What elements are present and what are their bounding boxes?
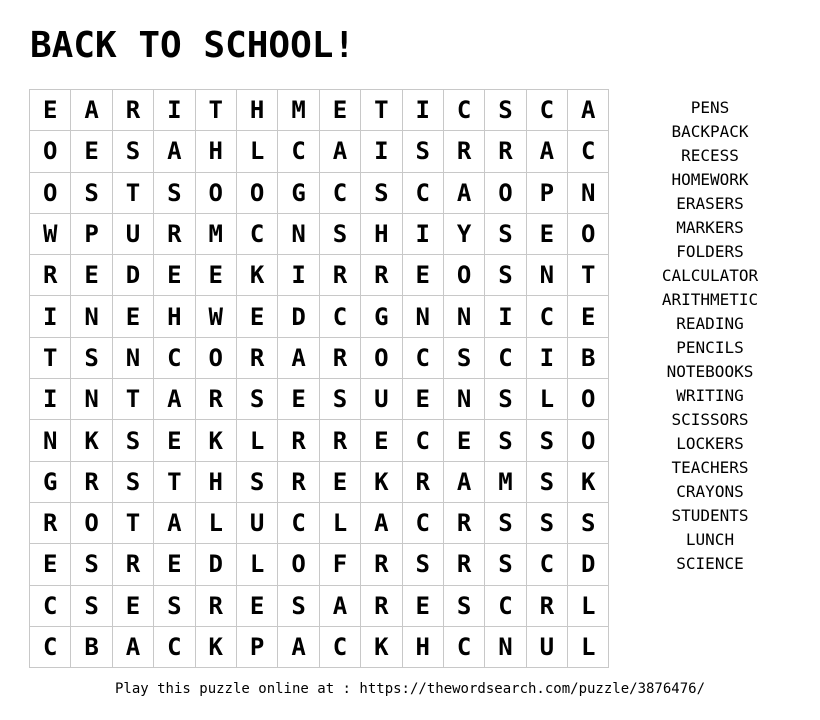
grid-cell[interactable]: O — [30, 131, 71, 172]
word-list-item: WRITING — [676, 386, 744, 405]
grid-cell[interactable]: E — [154, 544, 195, 585]
grid-cell[interactable]: S — [527, 503, 568, 544]
grid-cell[interactable]: E — [403, 255, 444, 296]
grid-cell[interactable]: S — [485, 544, 526, 585]
grid-cell[interactable]: R — [444, 131, 485, 172]
grid-cell[interactable]: A — [320, 586, 361, 627]
grid-cell[interactable]: I — [154, 90, 195, 131]
grid-cell[interactable]: E — [237, 296, 278, 337]
grid-cell[interactable]: E — [568, 296, 609, 337]
grid-cell[interactable]: R — [113, 90, 154, 131]
grid-cell[interactable]: M — [485, 462, 526, 503]
word-list-item: RECESS — [681, 146, 739, 165]
grid-cell[interactable]: T — [113, 173, 154, 214]
grid-cell[interactable]: S — [71, 586, 112, 627]
grid-cell[interactable]: S — [403, 131, 444, 172]
grid-cell[interactable]: C — [527, 544, 568, 585]
word-list-item: MARKERS — [676, 218, 744, 237]
grid-cell[interactable]: A — [113, 627, 154, 668]
grid-cell[interactable]: S — [237, 379, 278, 420]
grid-cell[interactable]: N — [71, 379, 112, 420]
grid-cell[interactable]: C — [154, 338, 195, 379]
word-list-item: NOTEBOOKS — [666, 362, 754, 381]
grid-cell[interactable]: C — [403, 338, 444, 379]
grid-cell[interactable]: U — [527, 627, 568, 668]
grid-cell[interactable]: S — [237, 462, 278, 503]
grid-cell[interactable]: E — [403, 379, 444, 420]
grid-cell[interactable]: C — [154, 627, 195, 668]
grid-cell[interactable]: R — [320, 255, 361, 296]
grid-cell[interactable]: B — [71, 627, 112, 668]
grid-cell[interactable]: L — [237, 420, 278, 461]
grid-cell[interactable]: H — [403, 627, 444, 668]
grid-cell[interactable]: T — [568, 255, 609, 296]
grid-cell[interactable]: T — [113, 379, 154, 420]
grid-cell[interactable]: R — [196, 379, 237, 420]
grid-cell[interactable]: C — [568, 131, 609, 172]
grid-cell[interactable]: C — [403, 420, 444, 461]
grid-cell[interactable]: E — [71, 131, 112, 172]
grid-cell[interactable]: E — [403, 586, 444, 627]
grid-cell[interactable]: N — [71, 296, 112, 337]
grid-cell[interactable]: W — [30, 214, 71, 255]
grid-cell[interactable]: S — [71, 173, 112, 214]
grid-cell[interactable]: E — [71, 255, 112, 296]
grid-cell[interactable]: P — [71, 214, 112, 255]
grid-cell[interactable]: R — [320, 338, 361, 379]
word-list-item: ARITHMETIC — [661, 290, 759, 309]
grid-cell[interactable]: R — [444, 544, 485, 585]
grid-cell[interactable]: L — [196, 503, 237, 544]
grid-cell[interactable]: C — [403, 503, 444, 544]
grid-cell[interactable]: N — [444, 296, 485, 337]
word-list-item: STUDENTS — [671, 506, 749, 525]
grid-cell[interactable]: D — [113, 255, 154, 296]
grid-cell[interactable]: L — [568, 586, 609, 627]
word-list-item: TEACHERS — [671, 458, 749, 477]
grid-cell[interactable]: O — [568, 379, 609, 420]
grid-cell[interactable]: O — [237, 173, 278, 214]
grid-cell[interactable]: C — [30, 627, 71, 668]
grid-cell[interactable]: C — [527, 90, 568, 131]
grid-cell[interactable]: T — [113, 503, 154, 544]
grid-cell[interactable]: S — [485, 503, 526, 544]
word-list-item: CALCULATOR — [661, 266, 759, 285]
grid-cell[interactable]: K — [361, 627, 402, 668]
grid-cell[interactable]: R — [485, 131, 526, 172]
grid-cell[interactable]: S — [444, 586, 485, 627]
grid-cell[interactable]: T — [154, 462, 195, 503]
grid-cell[interactable]: C — [444, 90, 485, 131]
grid-cell[interactable]: S — [485, 420, 526, 461]
grid-cell[interactable]: C — [237, 214, 278, 255]
grid-cell[interactable]: S — [568, 503, 609, 544]
grid-cell[interactable]: H — [361, 214, 402, 255]
grid-cell[interactable]: T — [196, 90, 237, 131]
grid-cell[interactable]: O — [71, 503, 112, 544]
grid-cell[interactable]: L — [320, 503, 361, 544]
grid-cell[interactable]: G — [278, 173, 319, 214]
grid-cell[interactable]: E — [527, 214, 568, 255]
grid-cell[interactable]: M — [278, 90, 319, 131]
grid-cell[interactable]: G — [361, 296, 402, 337]
grid-cell[interactable]: E — [30, 90, 71, 131]
grid-cell[interactable]: L — [527, 379, 568, 420]
grid-cell[interactable]: S — [278, 586, 319, 627]
grid-cell[interactable]: I — [278, 255, 319, 296]
grid-cell[interactable]: W — [196, 296, 237, 337]
word-list — [640, 96, 780, 576]
grid-cell[interactable]: N — [568, 173, 609, 214]
grid-cell[interactable]: A — [154, 379, 195, 420]
grid-cell[interactable]: T — [361, 90, 402, 131]
grid-cell[interactable]: S — [71, 338, 112, 379]
grid-cell[interactable]: A — [444, 462, 485, 503]
grid-cell[interactable]: R — [403, 462, 444, 503]
grid-cell[interactable]: C — [485, 586, 526, 627]
grid-cell[interactable]: S — [154, 586, 195, 627]
grid-cell[interactable]: D — [196, 544, 237, 585]
grid-cell[interactable]: C — [444, 627, 485, 668]
grid-cell[interactable]: K — [568, 462, 609, 503]
word-list-item: SCISSORS — [671, 410, 749, 429]
grid-cell[interactable]: C — [30, 586, 71, 627]
grid-cell[interactable]: R — [278, 462, 319, 503]
grid-cell[interactable]: A — [568, 90, 609, 131]
grid-cell[interactable]: L — [237, 544, 278, 585]
grid-cell[interactable]: E — [320, 90, 361, 131]
grid-cell[interactable]: N — [278, 214, 319, 255]
grid-cell[interactable]: S — [527, 462, 568, 503]
grid-cell[interactable]: A — [154, 503, 195, 544]
grid-cell[interactable]: L — [568, 627, 609, 668]
grid-cell[interactable]: H — [196, 131, 237, 172]
grid-cell[interactable]: C — [403, 173, 444, 214]
grid-cell[interactable]: I — [30, 296, 71, 337]
grid-cell[interactable]: R — [154, 214, 195, 255]
grid-cell[interactable]: D — [278, 296, 319, 337]
grid-cell[interactable]: R — [278, 420, 319, 461]
grid-cell[interactable]: R — [527, 586, 568, 627]
grid-cell[interactable]: I — [403, 90, 444, 131]
word-list-item: SCIENCE — [676, 554, 744, 573]
grid-cell[interactable]: H — [154, 296, 195, 337]
grid-cell[interactable]: S — [485, 90, 526, 131]
grid-cell[interactable]: M — [196, 214, 237, 255]
grid-cell[interactable]: S — [361, 173, 402, 214]
grid-cell[interactable]: B — [568, 338, 609, 379]
grid-cell[interactable]: N — [485, 627, 526, 668]
grid-cell[interactable]: D — [568, 544, 609, 585]
word-list-item: LOCKERS — [676, 434, 744, 453]
grid-cell[interactable]: I — [485, 296, 526, 337]
grid-cell[interactable]: I — [403, 214, 444, 255]
grid-cell[interactable]: P — [237, 627, 278, 668]
grid-cell[interactable]: R — [196, 586, 237, 627]
word-list-item: BACKPACK — [671, 122, 749, 141]
word-list-item: FOLDERS — [676, 242, 744, 261]
grid-cell[interactable]: C — [527, 296, 568, 337]
grid-cell[interactable]: E — [320, 462, 361, 503]
grid-cell[interactable]: G — [30, 462, 71, 503]
puzzle-title: BACK TO SCHOOL! — [30, 25, 356, 66]
grid-cell[interactable]: E — [113, 296, 154, 337]
grid-cell[interactable]: S — [485, 214, 526, 255]
grid-cell[interactable]: C — [320, 296, 361, 337]
grid-cell[interactable]: S — [320, 214, 361, 255]
grid-cell[interactable]: A — [154, 131, 195, 172]
grid-cell[interactable]: A — [278, 627, 319, 668]
grid-cell[interactable]: R — [361, 255, 402, 296]
grid-cell[interactable]: O — [568, 420, 609, 461]
grid-cell[interactable]: E — [237, 586, 278, 627]
grid-cell[interactable]: A — [71, 90, 112, 131]
grid-cell[interactable]: A — [527, 131, 568, 172]
grid-cell[interactable]: O — [361, 338, 402, 379]
grid-cell[interactable]: K — [196, 627, 237, 668]
grid-cell[interactable]: S — [154, 173, 195, 214]
grid-cell[interactable]: C — [320, 173, 361, 214]
grid-cell[interactable]: U — [113, 214, 154, 255]
grid-cell[interactable]: U — [237, 503, 278, 544]
grid-cell[interactable]: P — [527, 173, 568, 214]
grid-cell[interactable]: K — [196, 420, 237, 461]
grid-cell[interactable]: O — [278, 544, 319, 585]
word-list-item: HOMEWORK — [671, 170, 749, 189]
grid-cell[interactable]: R — [30, 255, 71, 296]
grid-cell[interactable]: C — [278, 131, 319, 172]
word-list-item: PENCILS — [676, 338, 744, 357]
grid-cell[interactable]: F — [320, 544, 361, 585]
grid-cell[interactable]: N — [403, 296, 444, 337]
grid-cell[interactable]: O — [30, 173, 71, 214]
grid-cell[interactable]: S — [71, 544, 112, 585]
grid-cell[interactable]: A — [278, 338, 319, 379]
grid-cell[interactable]: C — [278, 503, 319, 544]
grid-cell[interactable]: S — [444, 338, 485, 379]
grid-cell[interactable]: Y — [444, 214, 485, 255]
grid-cell[interactable]: S — [320, 379, 361, 420]
grid-cell[interactable]: O — [196, 173, 237, 214]
grid-cell[interactable]: I — [361, 131, 402, 172]
grid-cell[interactable]: O — [485, 173, 526, 214]
grid-cell[interactable]: N — [527, 255, 568, 296]
grid-cell[interactable]: S — [485, 379, 526, 420]
grid-cell[interactable]: L — [237, 131, 278, 172]
grid-cell[interactable]: E — [196, 255, 237, 296]
word-list-item: ERASERS — [676, 194, 744, 213]
grid-cell[interactable]: T — [30, 338, 71, 379]
grid-cell[interactable]: N — [30, 420, 71, 461]
grid-cell[interactable]: S — [113, 131, 154, 172]
grid-cell[interactable]: R — [361, 544, 402, 585]
grid-cell[interactable]: A — [444, 173, 485, 214]
letter-grid — [29, 89, 609, 668]
grid-cell[interactable]: E — [154, 420, 195, 461]
footer-link-text: Play this puzzle online at : https://thewordsearch.com/puzzle/3876476/ — [114, 681, 705, 697]
grid-cell[interactable]: S — [403, 544, 444, 585]
word-list-item: READING — [676, 314, 744, 333]
grid-cell[interactable]: O — [444, 255, 485, 296]
grid-cell[interactable]: K — [361, 462, 402, 503]
grid-cell[interactable]: R — [237, 338, 278, 379]
grid-cell[interactable]: O — [568, 214, 609, 255]
grid-cell[interactable]: S — [485, 255, 526, 296]
grid-cell[interactable]: H — [196, 462, 237, 503]
grid-cell[interactable]: C — [485, 338, 526, 379]
grid-cell[interactable]: S — [527, 420, 568, 461]
grid-cell[interactable]: S — [113, 462, 154, 503]
grid-cell[interactable]: H — [237, 90, 278, 131]
grid-cell[interactable]: O — [196, 338, 237, 379]
grid-cell[interactable]: E — [30, 544, 71, 585]
grid-cell[interactable]: A — [361, 503, 402, 544]
grid-cell[interactable]: E — [113, 586, 154, 627]
grid-cell[interactable]: R — [444, 503, 485, 544]
grid-cell[interactable]: R — [71, 462, 112, 503]
grid-cell[interactable]: R — [361, 586, 402, 627]
word-list-item: LUNCH — [685, 530, 735, 549]
grid-cell[interactable]: E — [154, 255, 195, 296]
grid-cell[interactable]: A — [320, 131, 361, 172]
grid-cell[interactable]: R — [30, 503, 71, 544]
grid-cell[interactable]: N — [444, 379, 485, 420]
grid-cell[interactable]: E — [278, 379, 319, 420]
grid-cell[interactable]: R — [113, 544, 154, 585]
grid-cell[interactable]: S — [113, 420, 154, 461]
grid-cell[interactable]: U — [361, 379, 402, 420]
grid-cell[interactable]: I — [527, 338, 568, 379]
grid-cell[interactable]: C — [320, 627, 361, 668]
grid-cell[interactable]: K — [71, 420, 112, 461]
grid-cell[interactable]: I — [30, 379, 71, 420]
grid-cell[interactable]: N — [113, 338, 154, 379]
word-list-item: CRAYONS — [676, 482, 744, 501]
grid-cell[interactable]: E — [444, 420, 485, 461]
word-list-item: PENS — [690, 98, 730, 117]
grid-cell[interactable]: R — [320, 420, 361, 461]
grid-cell[interactable]: K — [237, 255, 278, 296]
grid-cell[interactable]: E — [361, 420, 402, 461]
